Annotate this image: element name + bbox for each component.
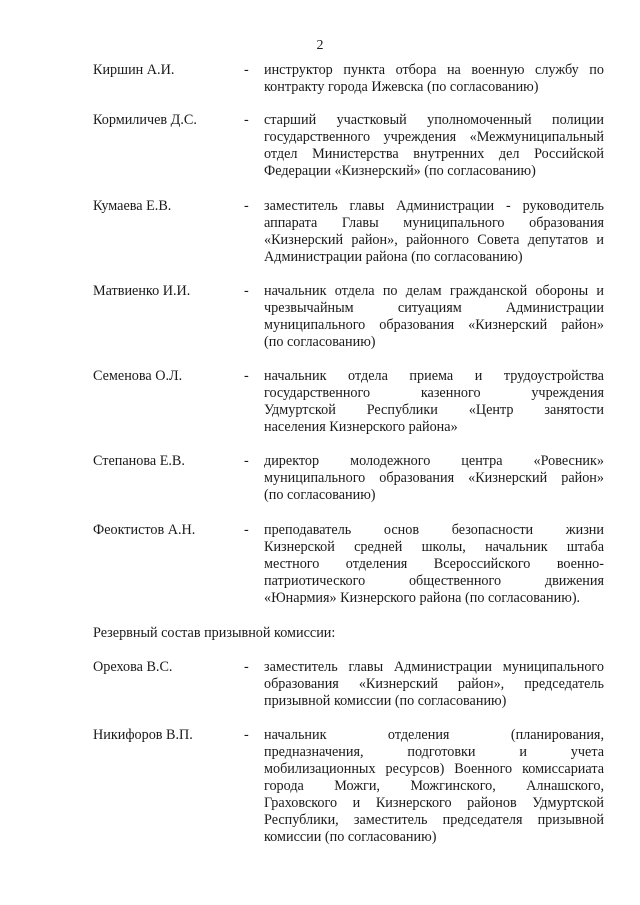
position-line: инструктор пункта отбора на военную службу по: [264, 62, 604, 78]
position-line: начальник отделения (планирования,: [264, 727, 604, 743]
position-line: муниципального образования «Кизнерский район»: [264, 317, 604, 333]
position-line: чрезвычайным ситуациям Администрации: [264, 300, 604, 316]
position-line: заместитель главы Администрации муниципального: [264, 659, 604, 675]
position-line: Республики, заместитель председателя призывной: [264, 812, 604, 828]
position-line: Удмуртской Республики «Центр занятости: [264, 402, 604, 418]
member-name: Семенова О.Л.: [93, 368, 183, 384]
member-position: [264, 198, 604, 266]
position-line: муниципального образования «Кизнерский район»: [264, 470, 604, 486]
dash-separator: -: [244, 112, 249, 128]
position-line: (по согласованию): [264, 487, 376, 503]
position-line: предназначения, подготовки и учета: [264, 744, 604, 760]
position-line: заместитель главы Администрации - руководитель: [264, 198, 604, 214]
position-line: начальник отдела по делам гражданской обороны и: [264, 283, 604, 299]
member-name: Кумаева Е.В.: [93, 198, 172, 214]
position-line: Граховского и Кизнерского районов Удмуртской: [264, 795, 604, 811]
member-position: [264, 368, 604, 436]
member-name: Никифоров В.П.: [93, 727, 193, 743]
dash-separator: -: [244, 62, 249, 78]
dash-separator: -: [244, 283, 249, 299]
position-line: отдел Министерства внутренних дел Российской: [264, 146, 604, 162]
reserve-heading: Резервный состав призывной комиссии:: [93, 625, 336, 641]
position-line: населения Кизнерского района»: [264, 419, 458, 435]
member-name: Матвиенко И.И.: [93, 283, 191, 299]
dash-separator: -: [244, 659, 249, 675]
member-name: Степанова Е.В.: [93, 453, 185, 469]
member-position: [264, 659, 604, 710]
dash-separator: -: [244, 522, 249, 538]
page-number: 2: [316, 38, 324, 53]
member-position: [264, 62, 604, 96]
position-line: Администрации района (по согласованию): [264, 249, 523, 265]
position-line: призывной комиссии (по согласованию): [264, 693, 507, 709]
position-line: директор молодежного центра «Ровесник»: [264, 453, 604, 469]
position-line: преподаватель основ безопасности жизни: [264, 522, 604, 538]
member-position: [264, 283, 604, 351]
member-position: [264, 453, 604, 504]
position-line: города Можги, Можгинского, Алнашского,: [264, 778, 604, 794]
position-line: образования «Кизнерский район», председатель: [264, 676, 604, 692]
dash-separator: -: [244, 453, 249, 469]
member-name: Киршин А.И.: [93, 62, 175, 78]
dash-separator: -: [244, 198, 249, 214]
position-line: государственного казенного учреждения: [264, 385, 604, 401]
member-position: [264, 727, 604, 846]
position-line: местного отделения Всероссийского военно-: [264, 556, 604, 572]
dash-separator: -: [244, 368, 249, 384]
member-position: [264, 522, 604, 607]
member-name: Феоктистов А.Н.: [93, 522, 196, 538]
position-line: Федерации «Кизнерский» (по согласованию): [264, 163, 536, 179]
position-line: аппарата Главы муниципального образования: [264, 215, 604, 231]
dash-separator: -: [244, 727, 249, 743]
position-line: контракту города Ижевска (по согласованию): [264, 79, 539, 95]
position-line: начальник отдела приема и трудоустройства: [264, 368, 604, 384]
member-position: [264, 112, 604, 180]
position-line: патриотического общественного движения: [264, 573, 604, 589]
member-name: Кормиличев Д.С.: [93, 112, 197, 128]
position-line: «Юнармия» Кизнерского района (по согласованию).: [264, 590, 581, 606]
position-line: старший участковый уполномоченный полиции: [264, 112, 604, 128]
position-line: «Кизнерский район», районного Совета депутатов и: [264, 232, 604, 248]
position-line: мобилизационных ресурсов) Военного комиссариата: [264, 761, 604, 777]
position-line: комиссии (по согласованию): [264, 829, 437, 845]
member-name: Орехова В.С.: [93, 659, 173, 675]
position-line: Кизнерской средней школы, начальник штаба: [264, 539, 604, 555]
position-line: (по согласованию): [264, 334, 376, 350]
position-line: государственного учреждения «Межмуниципальный: [264, 129, 604, 145]
